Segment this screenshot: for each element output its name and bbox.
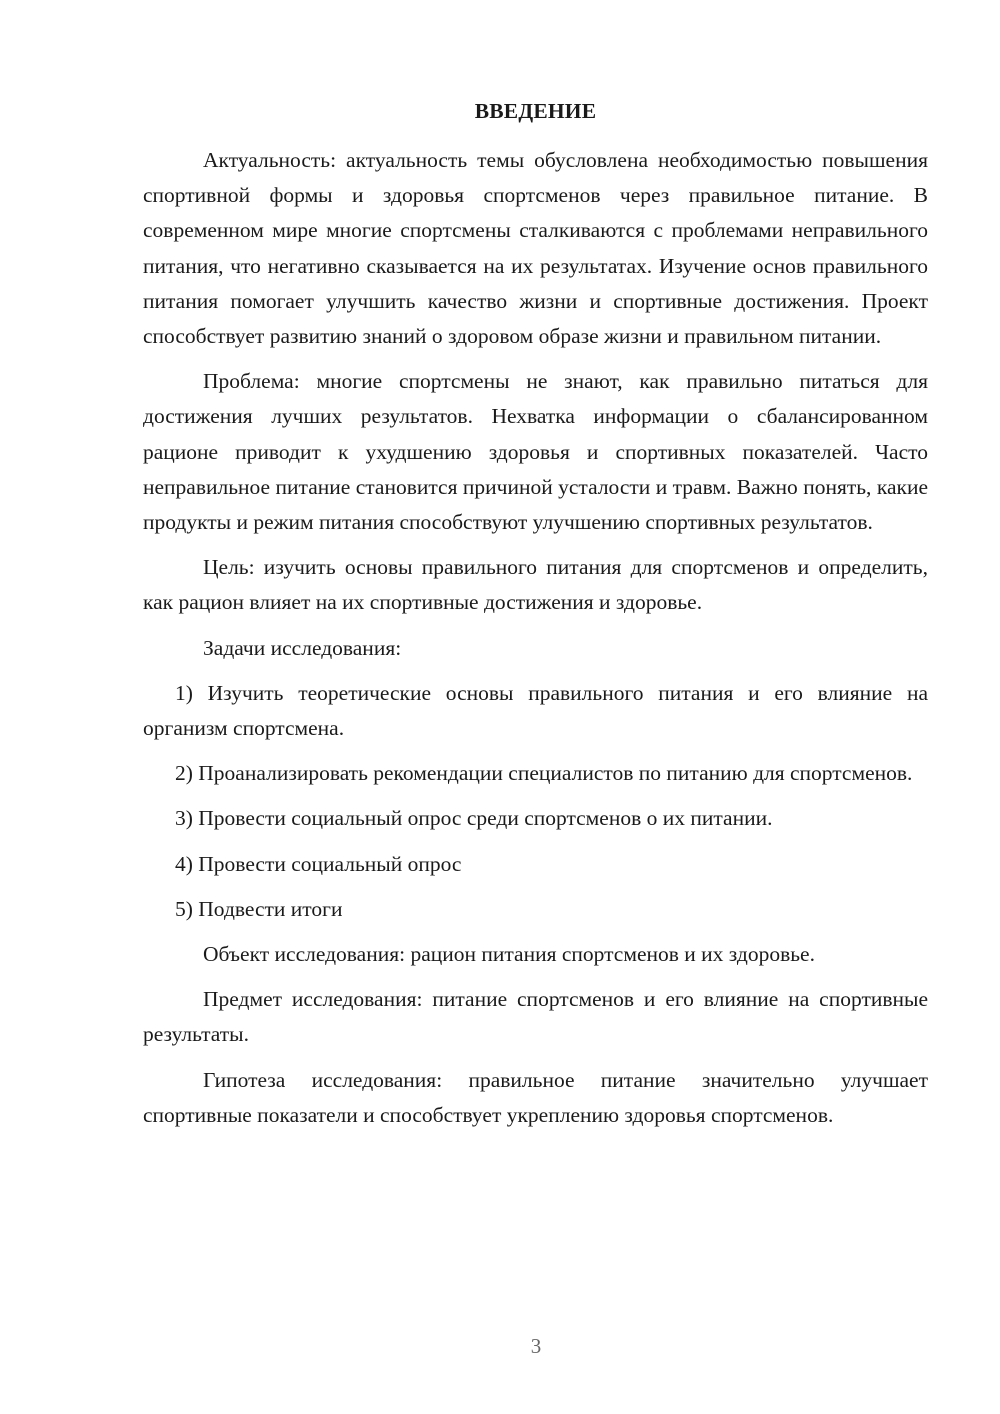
task-item-3: 3) Провести социальный опрос среди спортсменов о их питании. xyxy=(175,806,773,831)
task-item-4: 4) Провести социальный опрос xyxy=(175,851,462,876)
paragraph-hypothesis: Гипотеза исследования: правильное питание значительно улучшает спортивные показатели и способствует укреплению здоровья спортсменов. xyxy=(143,1067,928,1127)
paragraph-subject: Предмет исследования: питание спортсменов и его влияние на спортивные результаты. xyxy=(143,987,928,1047)
paragraph-object: Объект исследования: рацион питания спортсменов и их здоровье. xyxy=(203,942,815,967)
paragraph-relevance: Актуальность: актуальность темы обусловлена необходимостью повышения спортивной формы и здоровья спортсменов через правильное питание. В современном мире многие спортсмены сталкиваются с проблемами неправильного питания, что негативно сказывается на их результатах. Изучение основ правильного питания помогает улучшить качество жизни и спортивные достижения. Проект способствует развитию знаний о здоровом образе жизни и правильном питании. xyxy=(143,148,928,349)
task-item-2: 2) Проанализировать рекомендации специалистов по питанию для спортсменов. xyxy=(175,761,913,786)
task-item-5: 5) Подвести итоги xyxy=(175,896,343,921)
page-title: ВВЕДЕНИЕ xyxy=(474,99,597,123)
tasks-heading: Задачи исследования: xyxy=(203,635,402,660)
page-number: 3 xyxy=(530,1334,542,1358)
paragraph-goal: Цель: изучить основы правильного питания для спортсменов и определить, как рацион влияет на их спортивные достижения и здоровье. xyxy=(143,555,928,615)
task-item-1: 1) Изучить теоретические основы правильного питания и его влияние на организм спортсмена. xyxy=(143,680,928,741)
paragraph-problem: Проблема: многие спортсмены не знают, как правильно питаться для достижения лучших результатов. Нехватка информации о сбалансированном рационе приводит к ухудшению здоровья и спортивных показателей. Часто неправильное питание становится причиной усталости и травм. Важно понять, какие продукты и режим питания способствуют улучшению спортивных результатов. xyxy=(143,369,928,535)
page-content xyxy=(143,94,928,1143)
